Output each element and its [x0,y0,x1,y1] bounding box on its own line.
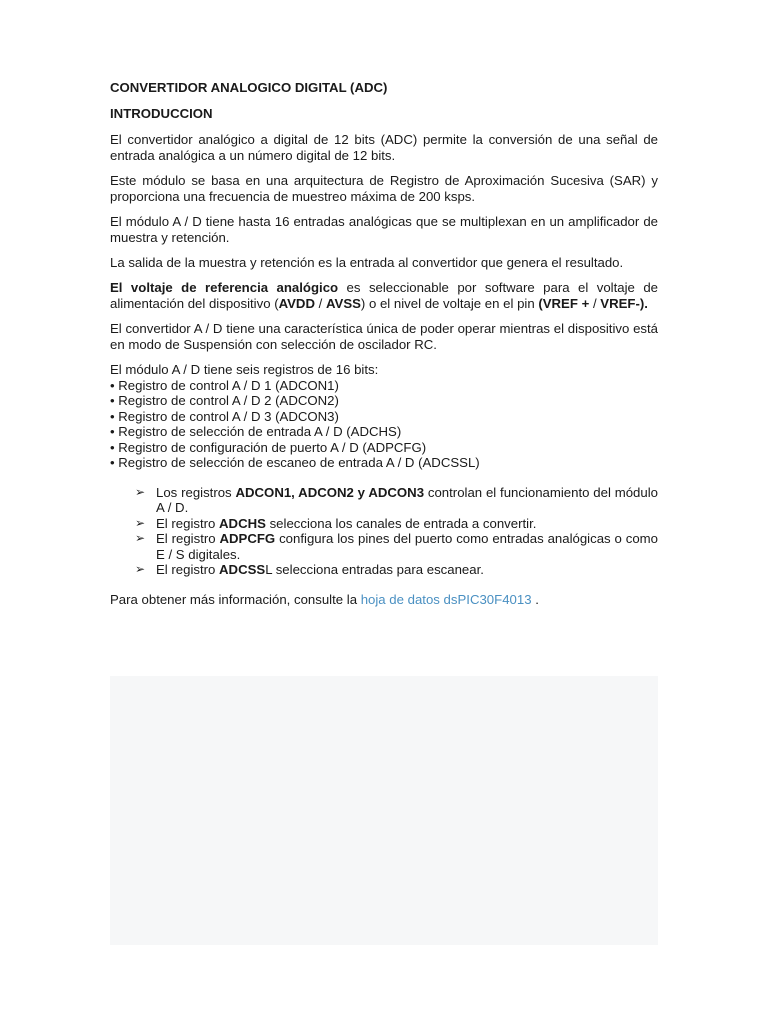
register-list [110,378,658,471]
text-span: El registro [156,562,220,577]
register-item: • Registro de selección de escaneo de entrada A / D (ADCSSL) [110,455,480,470]
text-span: / [314,296,326,311]
bold-text: AVSS [325,296,361,311]
paragraph-5 [110,280,658,312]
arrow-list-item [110,562,658,578]
text-span: configura los pines del puerto como entradas analógicas o como E / S digitales. [156,531,658,562]
footer-paragraph [110,592,658,608]
arrow-bullet-list [110,485,658,578]
register-intro: El módulo A / D tiene seis registros de 16 bits: [110,362,379,377]
section-heading: INTRODUCCION [110,106,213,121]
text-span: es seleccionable por software para el voltaje de alimentación del dispositivo ( [110,280,658,311]
text-span: / [589,296,601,311]
register-item: • Registro de configuración de puerto A / D (ADPCFG) [110,439,427,455]
register-item: • Registro de control A / D 1 (ADCON1) [110,377,339,393]
bold-text: ADPCFG [219,531,276,546]
bold-text: ADCON1, ADCON2 y ADCON3 [235,484,425,500]
text-span: L selecciona entradas para escanear. [265,562,484,577]
paragraph-2: Este módulo se basa en una arquitectura de Registro de Aproximación Sucesiva (SAR) y proporciona una frecuencia de muestreo máxima de 200 ksps. [110,173,658,204]
bold-text: (VREF + [538,296,590,311]
datasheet-link[interactable]: hoja de datos dsPIC30F4013 [360,591,532,607]
register-item: • Registro de selección de entrada A / D (ADCHS) [110,424,402,439]
text-span: Los registros [156,484,236,500]
text-span: El registro [156,515,220,531]
image-placeholder [110,676,658,945]
register-section [110,362,658,471]
text-span: selecciona los canales de entrada a convertir. [265,515,537,531]
arrow-list-item [110,516,658,532]
bold-text: VREF-). [600,296,648,311]
text-span: . [531,591,539,607]
paragraph-4: La salida de la muestra y retención es la entrada al convertidor que genera el resultado. [110,255,624,270]
text-span: ) o el nivel de voltaje en el pin [360,296,539,311]
paragraph-1: El convertidor analógico a digital de 12 bits (ADC) permite la conversión de una señal de entrada analógica a un número digital de 12 bits. [110,132,658,163]
arrow-list-item [110,531,658,562]
arrow-bullet-icon: ➢ [135,562,146,576]
arrow-bullet-icon: ➢ [135,484,146,499]
register-item: • Registro de control A / D 2 (ADCON2) [110,393,339,408]
bold-text: AVDD [278,296,315,311]
paragraph-6: El convertidor A / D tiene una característica única de poder operar mientras el dispositivo está en modo de Suspensión con selección de oscilador RC. [110,321,658,352]
bold-text: ADCSS [219,562,266,577]
text-span: Para obtener más información, consulte la [110,591,361,607]
document-content [110,80,658,617]
paragraph-3: El módulo A / D tiene hasta 16 entradas analógicas que se multiplexan en un amplificador de muestra y retención. [110,214,658,245]
text-span: controlan el funcionamiento del módulo A / D. [156,484,658,515]
text-span: El registro [156,531,220,546]
arrow-bullet-icon: ➢ [135,515,146,530]
arrow-list-item [110,485,658,516]
bold-text: ADCHS [219,515,266,531]
bold-text: El voltaje de referencia analógico [110,280,339,295]
arrow-bullet-icon: ➢ [135,531,146,545]
register-item: • Registro de control A / D 3 (ADCON3) [110,408,339,424]
document-title: CONVERTIDOR ANALOGICO DIGITAL (ADC) [110,80,388,95]
